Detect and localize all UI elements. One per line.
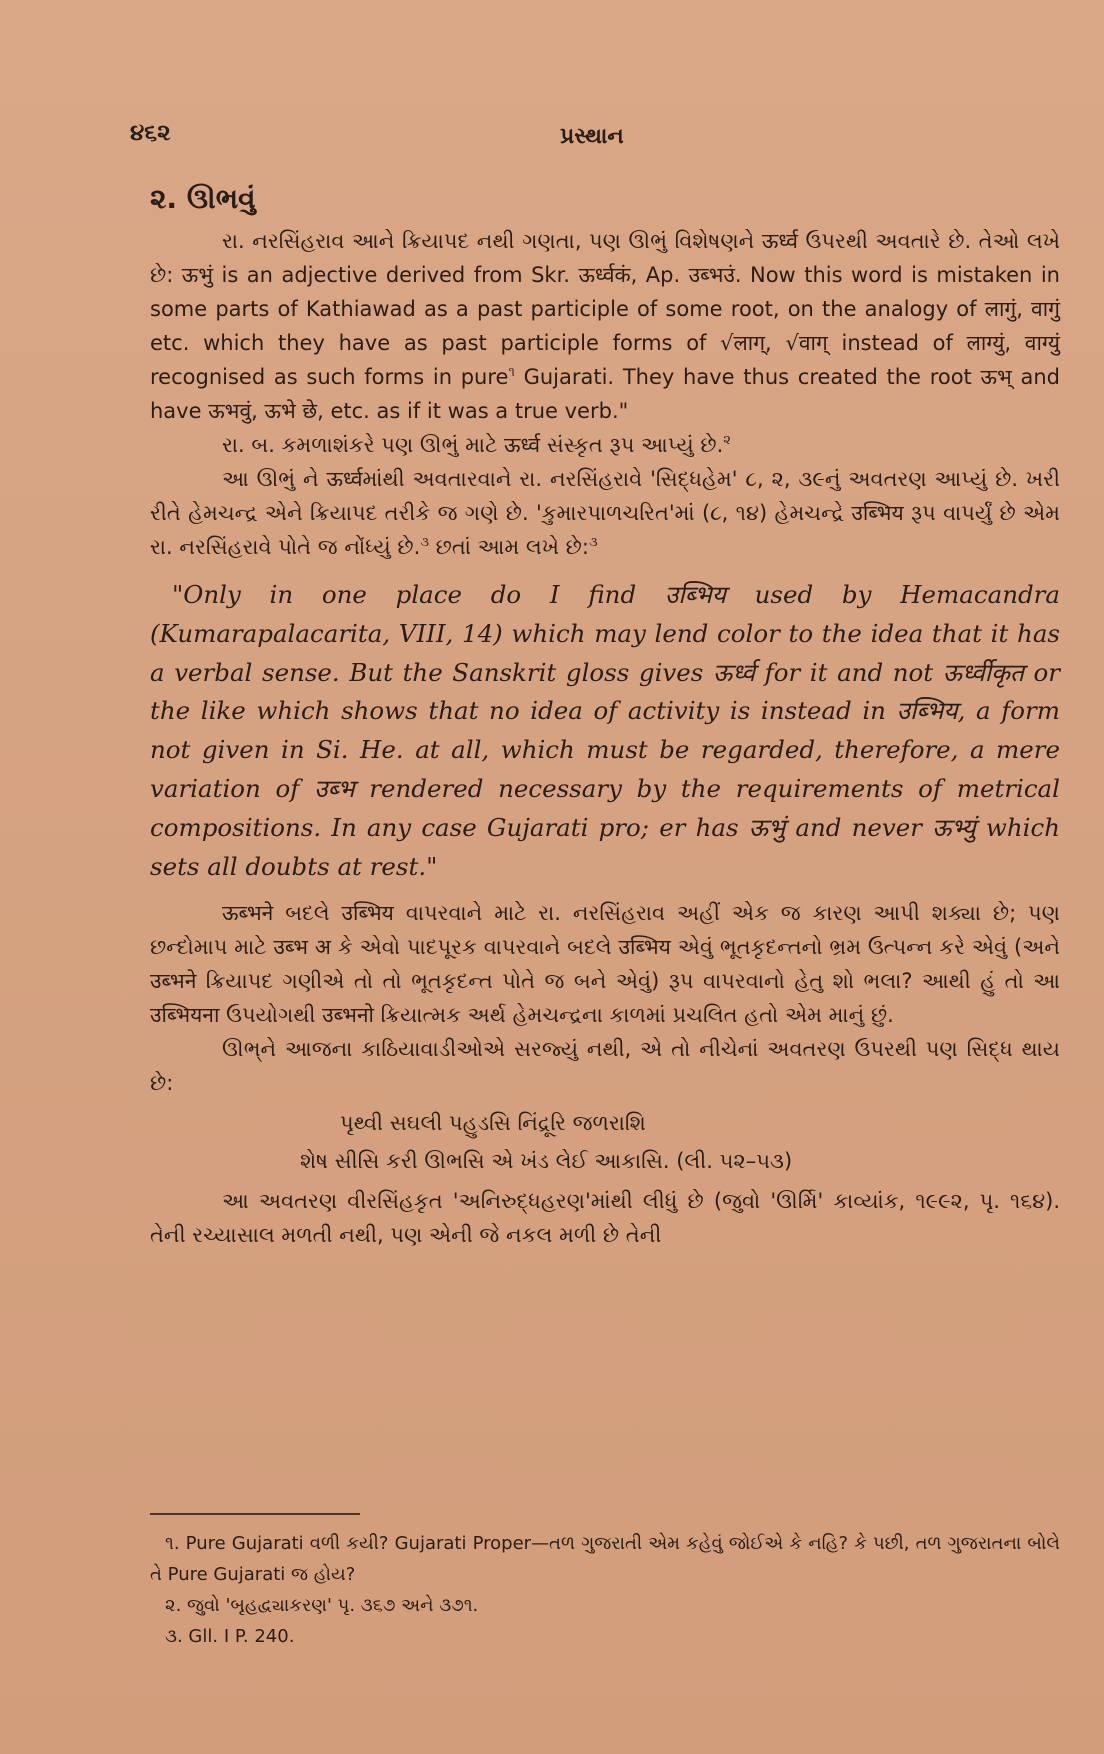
paragraph-3-tail: છતાં આમ લખે છે: (429, 535, 589, 559)
paragraph-2 (150, 428, 1060, 462)
paragraph-6: આ અવતરણ વીરસિંહકૃત 'અનિરુદ્ધહરણ'માંથી લીધું છે (જુવો 'ઊર્મિ' કાવ્યાંક, ૧૯૯૨, પૃ. ૧૬૪). તેની રચ્યાસાલ મળતી નથી, પણ એની જે નકલ મળી છે તેની (150, 1189, 1060, 1248)
footnote-1: ૧. Pure Gujarati વળી કયી? Gujarati Proper—તળ ગુજરાતી એમ કહેવું જોઈએ કે નહિ? કે પછી, તળ ગુજરાતના બોલે તે Pure Gujarati જ હોય? (150, 1533, 1060, 1585)
footnote-ref: ૩ (420, 535, 429, 550)
paragraph-1 (150, 224, 1060, 428)
footnote-divider (150, 1513, 360, 1515)
paragraph-3-text: આ ઊભું ને ऊर्ध्वમાંથી અવતારવાને રા. નરસિંહરાવે 'સિદ્ધહેમ' ૮, ૨, ૩૯નું અવતરણ આપ્યું છે. ખરી રીતે હેમચન્દ્ર એને ક્રિયાપદ તરીકે જ ગણે છે. 'કુમારપાળચરિત'માં (૮, ૧૪) હેમચન્દ્રે उब्भिय રૂપ વાપર્યું છે એમ રા. નરસિંહરાવે પોતે જ નોંધ્યું છે. (150, 467, 1060, 559)
verse-quote (150, 1104, 1060, 1180)
footnotes (150, 1528, 1060, 1652)
page-header (130, 120, 1060, 160)
footnote-3: ૩. Gll. I P. 240. (165, 1626, 295, 1647)
section-heading: ૨. ઊભવું (150, 182, 256, 215)
main-text (150, 182, 1060, 1252)
paragraph-3 (150, 462, 1060, 564)
footnote-ref: ૩ (589, 535, 598, 550)
footnote-2: ૨. જુવો 'બૃહદ્વ્યાકરણ' પૃ. ૩૬૭ અને ૩૭૧. (165, 1595, 479, 1616)
paragraph-5: ઊભ્‌ને આજના કાઠિયાવાડીઓએ સરજ્યું નથી, એ તો નીચેનાં અવતરણ ઉપરથી પણ સિદ્ધ થાય છે: (150, 1037, 1060, 1096)
footnote-ref: ૨ (723, 433, 731, 448)
paragraph-4: ऊब्भने બદલે उब्भिय વાપરવાને માટે રા. નરસિંહરાવ અહીં એક જ કારણ આપી શક્યા છે; પણ છન્દોમાપ માટે उब्भ अ કે એવો પાદપૂરક વાપરવાને બદલે उब्भिय એવું ભૂતકૃદન્તનો ભ્રમ ઉત્પન્ન કરે એવું (અને उब्भने ક્રિયાપદ ગણીએ તો તો ભૂતકૃદન્ત પોતે જ બને એવું) રૂપ વાપરવાનો હેતુ શો ભલા? આથી હું તો આ उब्भियना ઉપયોગથી उब्भनो ક્રિયાત્મક અર્થ હેમચન્દ્રના કાળમાં પ્રચલિત હતો એમ માનું છું. (150, 901, 1060, 1028)
footnote-ref: ૧ (508, 365, 515, 380)
running-title: પ્રસ્થાન (560, 124, 624, 149)
block-quote: "Only in one place do I find उब्भिय used by Hemacandra (Kumarapalacarita, VIII, 14) which may lend color to the idea that it has a verbal sense. But the Sanskrit gloss gives ऊर्ध्व for it and not ऊर्ध्वीकृत or the like which shows that no idea of activity is instead in उब्भिय, a form not given in Si. He. at all, which must be regarded, therefore, a mere variation of उब्भ rendered necessary by the requirements of metrical compositions. In any case Gujarati pro; er has ऊभुं and never ऊभ्युं which sets all doubts at rest." (150, 580, 1060, 881)
verse-line: શેષ સીસિ કરી ઊભસિ એ ખંડ લેઈ આકાસિ. (લી. ૫૨–૫૩) (300, 1149, 793, 1174)
paragraph-2-text: રા. બ. કમળાશંકરે પણ ઊભું માટે ऊर्ध्व સંસ્કૃત રૂપ આપ્યું છે. (222, 433, 724, 457)
paragraph-1-lead: રા. નરસિંહરાવ આને ક્રિયાપદ નથી ગણતા, પણ ઊભું વિશેષણને ऊर्ध्व ઉપરથી અવતારે છે. તેઓ લખે છે: ऊभुं is an adjective derived from Skr. ऊर्ध्वकं, Ap. उब्भउं. Now this word is mistaken in some parts of Kathiawad as a past participle of some root, on the analogy of लागुं, वागुं etc. which they have as past participle forms of √लाग्, √वाग् instead of लाग्युं, वाग्युं recognised as such forms in pure (150, 229, 1060, 389)
page-number: ૪૬૨ (130, 120, 171, 146)
verse-line: પૃથ્વી સઘલી પહુડસિ નિંદ્રૂરિ જળરાશિ (340, 1111, 646, 1136)
paragraph-1-tail: Gujarati. They have thus created the root ऊभ् and have ऊभवुं, ऊभे छे, etc. as if it was a true verb." (150, 365, 1060, 423)
